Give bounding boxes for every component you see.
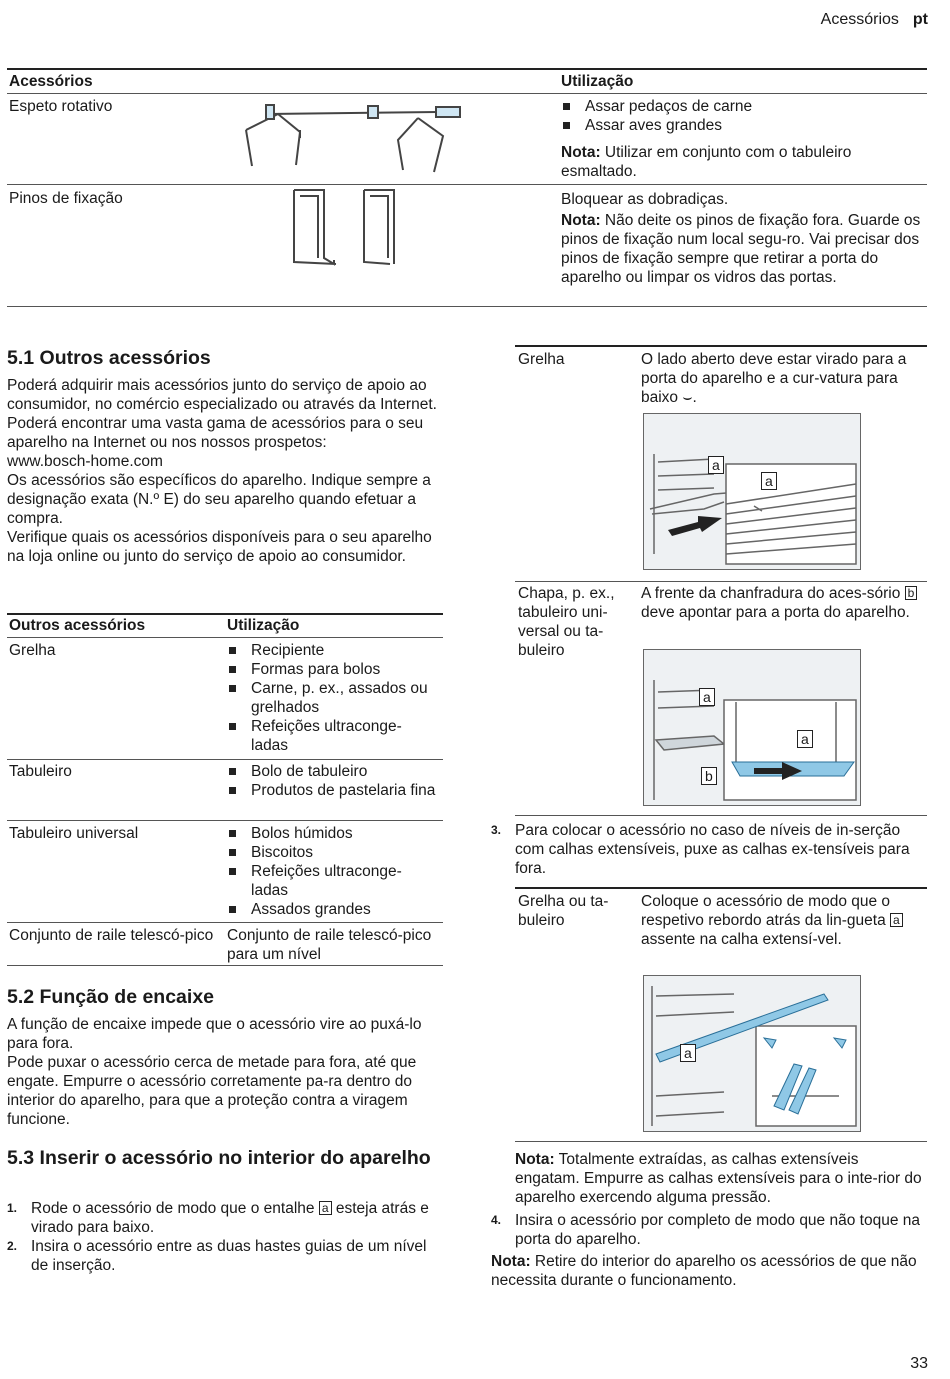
right-ext-text: [641, 892, 921, 949]
step-3-list: [491, 821, 921, 878]
row-divider: [515, 815, 927, 816]
page-number: 33: [910, 1355, 928, 1372]
list-item: Assar pedaços de carne: [561, 97, 921, 116]
step-number: 1.: [7, 1201, 18, 1215]
step-text: Rode o acessório de modo que o entalhe: [31, 1200, 315, 1217]
website-link[interactable]: www.bosch-home.com: [7, 453, 163, 470]
right-chapa-text: [641, 584, 921, 622]
table-header-rule: [7, 93, 927, 94]
row-divider: [7, 759, 443, 760]
step-4: [491, 1211, 921, 1249]
section-5-2-title: 5.2 Função de encaixe: [7, 986, 215, 1008]
tabuleiro-universal-uses: [227, 824, 437, 919]
paragraph: Verifique quais os acessórios disponíveis para o seu aparelho na loja online ou junto do serviço de apoio ao consumidor.: [7, 529, 432, 565]
label-a-box: a: [890, 913, 903, 927]
col-header-use: Utilização: [227, 617, 300, 634]
row-name-tabuleiro-universal: Tabuleiro universal: [9, 825, 139, 842]
tray-insert-drawing: [644, 650, 861, 806]
row-name-pins: Pinos de fixação: [9, 190, 123, 207]
row-divider: [515, 1141, 927, 1142]
grelha-uses: [227, 641, 437, 755]
step-3: [491, 821, 921, 878]
label-a-box: a: [319, 1201, 332, 1215]
list-item: Refeições ultraconge-ladas: [227, 862, 437, 900]
table-top-rule: [515, 345, 927, 347]
table-bottom-rule: [7, 965, 443, 966]
step-number: 3.: [491, 823, 502, 837]
label-b-box: b: [905, 586, 918, 600]
text: A frente da chanfradura do aces-sório: [641, 585, 901, 602]
text: deve apontar para a porta do aparelho.: [641, 604, 910, 621]
note-label: Nota:: [491, 1253, 531, 1270]
telescopic-use: Conjunto de raile telescó-pico para um nível: [227, 927, 432, 963]
grelha-insert-drawing: [644, 414, 861, 570]
paragraph: Poderá encontrar uma vasta gama de acessórios para o seu aparelho na Internet ou nos nossos prospetos:: [7, 415, 424, 451]
row-divider: [515, 581, 927, 582]
label-b: b: [701, 767, 717, 785]
table-bottom-rule: [7, 306, 927, 307]
step-4-list: [491, 1211, 921, 1249]
telescopic-rail-drawing: [644, 976, 861, 1132]
right-row-chapa: Chapa, p. ex., tabuleiro uni-versal ou ta-buleiro: [518, 585, 615, 659]
page-header: [821, 10, 928, 29]
fixing-pins-illustration: [290, 186, 410, 268]
table-top-rule: [7, 68, 927, 70]
step-1: [7, 1199, 447, 1237]
step-text: Para colocar o acessório no caso de níveis de in-serção com calhas extensíveis, puxe as calhas ex-tensíveis para fora.: [515, 822, 910, 877]
section-5-1-title: 5.1 Outros acessórios: [7, 347, 211, 369]
step-text: Insira o acessório por completo de modo que não toque na porta do aparelho.: [515, 1212, 920, 1248]
row-divider: [7, 922, 443, 923]
step-2: [7, 1237, 447, 1275]
grelha-insert-illustration: [643, 413, 861, 570]
note-label: Nota:: [561, 144, 601, 161]
list-item: Formas para bolos: [227, 660, 437, 679]
list-item: Bolo de tabuleiro: [227, 762, 437, 781]
text: Coloque o acessório de modo que o respetivo rebordo atrás da lin-gueta: [641, 893, 891, 929]
section-5-2-body: [7, 1015, 447, 1129]
telescopic-rail-illustration: [643, 975, 861, 1132]
section-5-1-body: [7, 376, 447, 566]
header-lang: pt: [912, 11, 928, 28]
row-name-spit: Espeto rotativo: [9, 98, 113, 115]
list-item: Assados grandes: [227, 900, 437, 919]
list-item: Recipiente: [227, 641, 437, 660]
paragraph: Poderá adquirir mais acessórios junto do serviço de apoio ao consumidor, no comércio especializado ou através da Internet.: [7, 377, 437, 413]
table-top-rule: [515, 887, 927, 889]
step-number: 4.: [491, 1213, 502, 1227]
row-name-grelha: Grelha: [9, 642, 56, 659]
step-number: 2.: [7, 1239, 18, 1253]
note-label: Nota:: [515, 1151, 555, 1168]
note-2: [491, 1252, 921, 1290]
spit-note: [561, 143, 921, 181]
row-divider: [7, 184, 927, 185]
list-item: Bolos húmidos: [227, 824, 437, 843]
paragraph: Os acessórios são específicos do aparelho. Indique sempre a designação exata (N.º E) do seu aparelho quando efetuar a compra.: [7, 472, 431, 527]
list-item: Assar aves grandes: [561, 116, 921, 135]
tabuleiro-uses: [227, 762, 437, 800]
label-a: a: [797, 730, 813, 748]
header-section: Acessórios: [820, 11, 899, 28]
note-label: Nota:: [561, 212, 601, 229]
paragraph: A função de encaixe impede que o acessório vire ao puxá-lo para fora.: [7, 1016, 422, 1052]
pins-note: [561, 211, 921, 287]
tray-insert-illustration: [643, 649, 861, 806]
list-item: Produtos de pastelaria fina: [227, 781, 437, 800]
row-name-tabuleiro: Tabuleiro: [9, 763, 72, 780]
label-a: a: [761, 472, 777, 490]
paragraph: Pode puxar o acessório cerca de metade para fora, até que engate. Empurre o acessório corretamente pa-ra dentro do interior do aparelho, para que a proteção contra a viragem funcione.: [7, 1054, 417, 1128]
rotisserie-spit-illustration: [238, 100, 468, 180]
table-header-rule: [7, 637, 443, 638]
note-text: Totalmente extraídas, as calhas extensíveis engatam. Empurre as calhas extensíveis para o inte-rior do aparelho exercendo alguma pressão.: [515, 1151, 922, 1206]
table-top-rule: [7, 613, 443, 615]
col-header-use: Utilização: [561, 73, 634, 90]
right-row-ext: Grelha ou ta-buleiro: [518, 893, 609, 929]
spit-uses: [561, 97, 921, 135]
row-divider: [7, 820, 443, 821]
label-a: a: [699, 688, 715, 706]
note-text: Retire do interior do aparelho os acessórios de que não necessita durante o funcionamento.: [491, 1253, 917, 1289]
note-1: [515, 1150, 927, 1207]
step-text: Insira o acessório entre as duas hastes guias de um nível de inserção.: [31, 1238, 427, 1274]
col-header-accessory: Acessórios: [9, 73, 93, 90]
right-row-grelha: Grelha: [518, 351, 565, 368]
note-text: Não deite os pinos de fixação fora. Guarde os pinos de fixação num local segu-ro. Vai precisar dos pinos de fixação sempre que retirar a porta do aparelho ou limpar os vidros das portas.: [561, 212, 921, 286]
list-item: Biscoitos: [227, 843, 437, 862]
steps-list: [7, 1199, 447, 1275]
col-header-other: Outros acessórios: [9, 617, 146, 634]
row-name-telescopic: Conjunto de raile telescó-pico: [9, 927, 214, 944]
step-text: esteja atrás e virado para baixo.: [31, 1200, 429, 1236]
label-a: a: [708, 456, 724, 474]
note-text: Utilizar em conjunto com o tabuleiro esmaltado.: [561, 144, 852, 180]
list-item: Carne, p. ex., assados ou grelhados: [227, 679, 437, 717]
text: assente na calha extensí-vel.: [641, 931, 842, 948]
label-a: a: [680, 1044, 696, 1062]
pins-use: Bloquear as dobradiças.: [561, 191, 729, 208]
section-5-3-title: 5.3 Inserir o acessório no interior do aparelho: [7, 1147, 431, 1169]
list-item: Refeições ultraconge-ladas: [227, 717, 437, 755]
right-grelha-text: O lado aberto deve estar virado para a porta do aparelho e a cur-vatura para baixo ⌣.: [641, 351, 907, 406]
